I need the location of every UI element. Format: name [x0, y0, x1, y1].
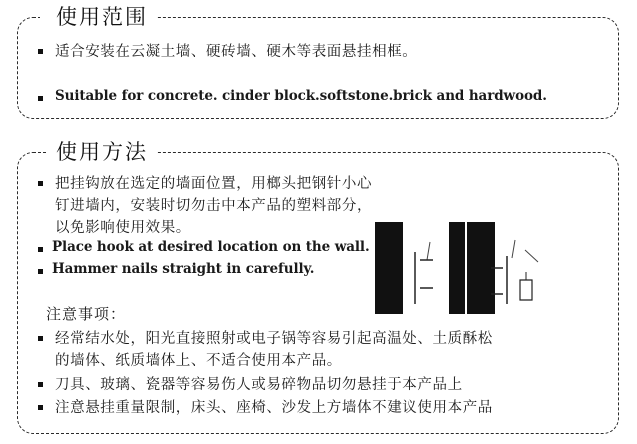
scope-section-title: 使用范围: [48, 4, 156, 30]
note-3: 注意悬挂重量限制，床头、座椅、沙发上方墙体不建议使用本产品: [55, 400, 493, 416]
method-step-2: Hammer nails straight in carefully.: [52, 261, 315, 277]
note-1-line-1: 经常结水处，阳光直接照射或电子锅等容易引起高温处、土质酥松: [55, 331, 493, 347]
bullet-icon: [38, 269, 43, 274]
note-2: 刀具、玻璃、瓷器等容易伤人或易碎物品切勿悬挂于本产品上: [55, 377, 463, 393]
bullet-icon: [38, 247, 43, 252]
wall-section-left: [375, 222, 403, 314]
method-intro-line-1: 把挂钩放在选定的墙面位置，用榔头把钢针小心: [55, 176, 373, 192]
bullet-icon: [38, 181, 43, 186]
method-intro-line-2: 钉进墙内，安装时切勿击中本产品的塑料部分，: [55, 198, 373, 214]
note-1-line-2: 的墙体、纸质墙体上、不适合使用本产品。: [55, 353, 342, 369]
bullet-icon: [38, 336, 43, 341]
scope-item-cn: 适合安装在云凝土墙、硬砖墙、硬木等表面悬挂相框。: [55, 44, 418, 60]
title-gap-mask: [40, 17, 46, 18]
method-step-1: Place hook at desired location on the wall.: [52, 239, 370, 255]
wall-section-right: [467, 222, 495, 314]
method-intro-line-3: 以免影响使用效果。: [55, 220, 191, 236]
bullet-icon: [38, 382, 43, 387]
bullet-icon: [38, 49, 43, 54]
bullet-icon: [38, 96, 43, 101]
method-section-title: 使用方法: [48, 139, 156, 165]
notes-heading: 注意事项：: [46, 305, 127, 323]
bullet-icon: [38, 405, 43, 410]
hook-installation-diagram: [375, 222, 565, 314]
scope-item-en: Suitable for concrete. cinder block.softstone.brick and hardwood.: [55, 88, 547, 104]
